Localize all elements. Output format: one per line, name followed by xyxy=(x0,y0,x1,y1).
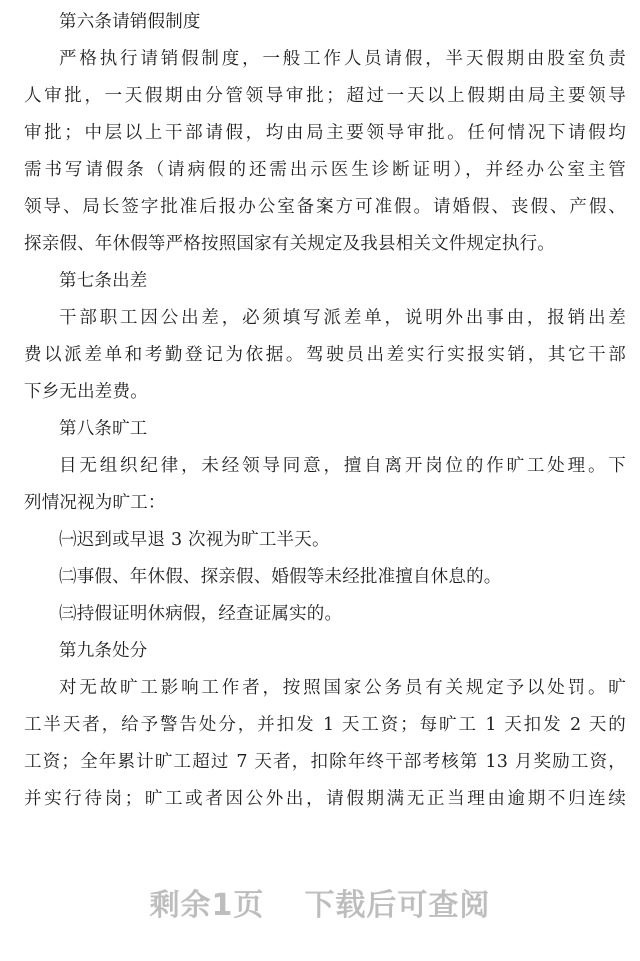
list-item: ㈠迟到或早退 3 次视为旷工半天。 xyxy=(59,530,330,550)
paragraph-line: 对无故旷工影响工作者，按照国家公务员有关规定予以处罚。旷 xyxy=(59,678,626,698)
article-7-heading: 第七条出差 xyxy=(59,271,148,291)
paragraph-line: 审批；中层以上干部请假，均由局主要领导审批。任何情况下请假均 xyxy=(24,123,626,143)
paragraph-line: 并实行待岗；旷工或者因公外出，请假期满无正当理由逾期不归连续 xyxy=(24,789,626,809)
paragraph-line: 严格执行请销假制度，一般工作人员请假，半天假期由股室负责 xyxy=(59,49,626,69)
paragraph-line: 领导、局长签字批准后报办公室备案方可准假。请婚假、丧假、产假、 xyxy=(24,197,626,217)
article-6-heading: 第六条请销假制度 xyxy=(59,12,201,32)
paragraph-line: 工半天者，给予警告处分，并扣发 1 天工资；每旷工 1 天扣发 2 天的 xyxy=(24,715,626,735)
list-item: ㈢持假证明休病假，经查证属实的。 xyxy=(59,604,343,624)
paragraph-line: 列情况视为旷工： xyxy=(24,493,166,513)
paragraph-line: 费以派差单和考勤登记为依据。驾驶员出差实行实报实销，其它干部 xyxy=(24,345,626,365)
paragraph-line: 下乡无出差费。 xyxy=(24,382,148,402)
article-9-heading: 第九条处分 xyxy=(59,641,148,661)
paragraph-line: 需书写请假条（请病假的还需出示医生诊断证明），并经办公室主管 xyxy=(24,160,626,180)
paragraph-line: 目无组织纪律，未经领导同意，擅自离开岗位的作旷工处理。下 xyxy=(59,456,626,476)
paragraph-line: 人审批，一天假期由分管领导审批；超过一天以上假期由局主要领导 xyxy=(24,86,626,106)
paragraph-line: 工资；全年累计旷工超过 7 天者，扣除年终干部考核第 13 月奖励工资， xyxy=(24,752,626,772)
remaining-pages-label: 剩余1页 xyxy=(149,888,265,923)
paragraph-line: 干部职工因公出差，必须填写派差单，说明外出事由，报销出差 xyxy=(59,308,626,328)
list-item: ㈡事假、年休假、探亲假、婚假等未经批准擅自休息的。 xyxy=(59,567,502,587)
paragraph-line: 探亲假、年休假等严格按照国家有关规定及我县相关文件规定执行。 xyxy=(24,234,555,254)
download-to-view-label: 下载后可查阅 xyxy=(304,888,491,923)
article-8-heading: 第八条旷工 xyxy=(59,419,148,439)
download-prompt[interactable] xyxy=(0,880,640,924)
